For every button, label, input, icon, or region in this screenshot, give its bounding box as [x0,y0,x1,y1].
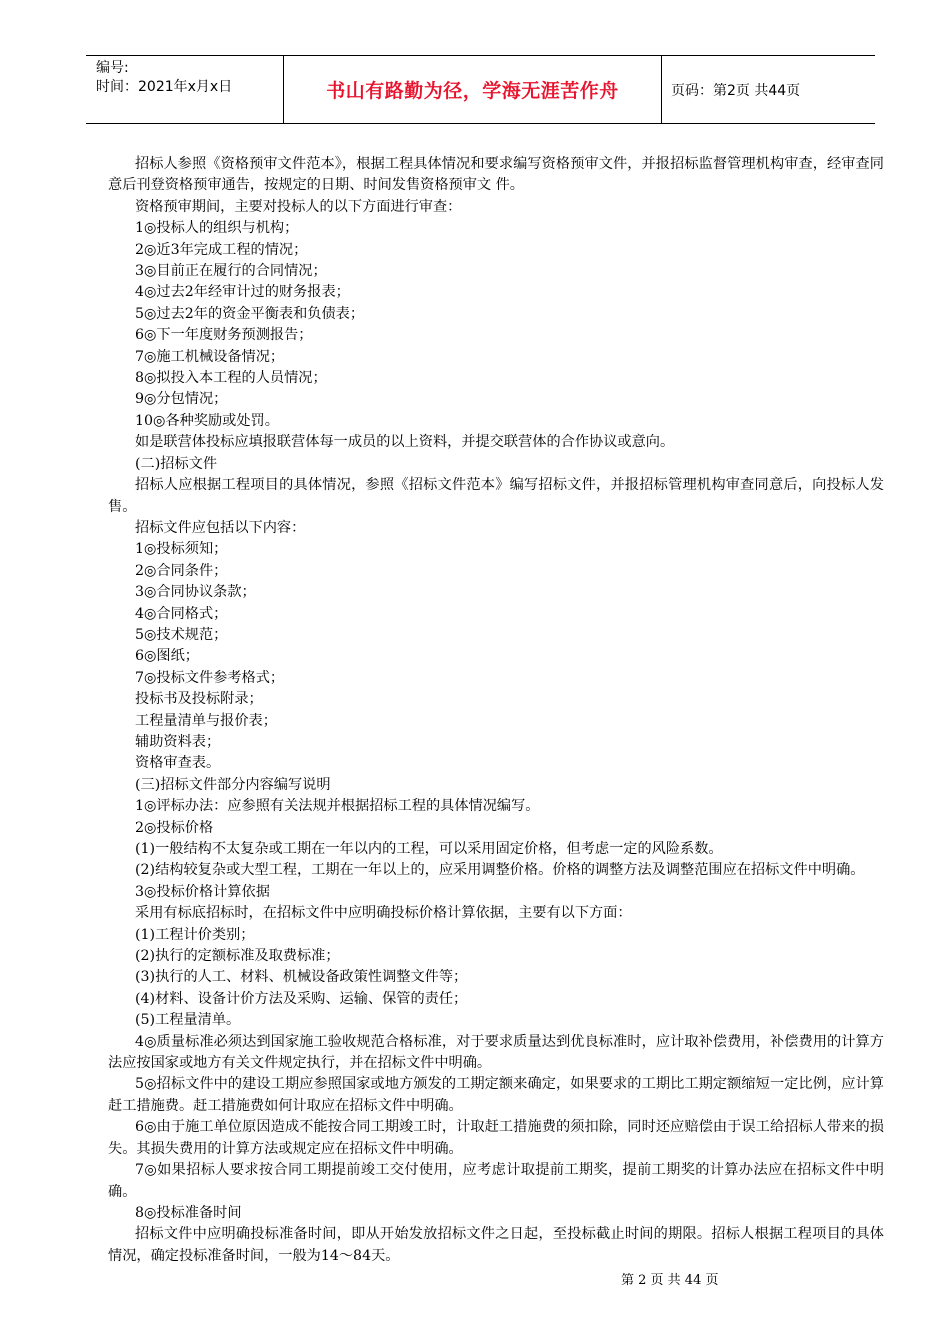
body-paragraph: 3◎目前正在履行的合同情况； [135,263,327,280]
body-paragraph: (5)工程量清单。 [135,1012,241,1029]
body-paragraph: (1)工程计价类别； [135,926,255,943]
body-paragraph: 3◎投标价格计算依据 [135,883,270,900]
body-paragraph: 1◎评标办法：应参照有关法规并根据招标工程的具体情况编写。 [135,798,540,815]
body-paragraph: 招标人应根据工程项目的具体情况，参照《招标文件范本》编写招标文件，并报招标管理机构审查同意后，向投标人发售。 [108,477,884,515]
document-number-label: 编号: [96,60,129,76]
body-paragraph: 招标人参照《资格预审文件范本》，根据工程具体情况和要求编写资格预审文件，并报招标监督管理机构审查，经审查同意后刊登资格预审通告，按规定的日期、时间发售资格预审文 件。 [108,156,884,194]
page-header [86,55,875,124]
body-paragraph: 7◎施工机械设备情况； [135,348,285,365]
body-paragraph: 9◎分包情况； [135,391,228,408]
body-paragraph: 资格审查表。 [135,755,221,772]
body-paragraph: 5◎过去2年的资金平衡表和负债表； [135,305,365,322]
body-paragraph: 5◎招标文件中的建设工期应参照国家或地方颁发的工期定额来确定，如果要求的工期比工期定额缩短一定比例，应计算赶工措施费。赶工措施费如何计取应在招标文件中明确。 [108,1076,884,1114]
header-page-info: 页码：第2页 共44页 [671,82,801,99]
body-paragraph: 5◎技术规范； [135,626,228,643]
body-paragraph: 1◎投标须知； [135,541,228,558]
body-paragraph: 4◎过去2年经审计过的财务报表； [135,284,350,301]
body-paragraph: 3◎合同协议条款； [135,584,256,601]
body-paragraph: 采用有标底招标时，在招标文件中应明确投标价格计算依据，主要有以下方面： [135,905,632,922]
body-paragraph: 2◎近3年完成工程的情况； [135,241,308,258]
body-paragraph: 辅助资料表； [135,733,221,750]
body-paragraph: 如是联营体投标应填报联营体每一成员的以上资料，并提交联营体的合作协议或意向。 [135,434,675,451]
document-date: 时间：2021年x月x日 [96,79,233,95]
body-paragraph: 1◎投标人的组织与机构； [135,220,299,237]
header-meta [96,59,286,97]
body-paragraph: 工程量清单与报价表； [135,712,277,729]
body-paragraph: 8◎拟投入本工程的人员情况； [135,370,327,387]
body-paragraph: (4)材料、设备计价方法及采购、运输、保管的责任； [135,990,468,1007]
body-paragraph: 10◎各种奖励或处罚。 [135,412,279,429]
body-paragraph: 4◎合同格式； [135,605,228,622]
header-motto: 书山有路勤为径，学海无涯苦作舟 [326,80,619,102]
body-paragraph: 资格预审期间，主要对投标人的以下方面进行审查： [135,198,462,215]
body-paragraph: (1)一般结构不太复杂或工期在一年以内的工程，可以采用固定价格，但考虑一定的风险系数。 [135,841,723,857]
body-paragraph: (三)招标文件部分内容编写说明 [135,776,331,793]
body-paragraph: (2)结构较复杂或大型工程，工期在一年以上的，应采用调整价格。价格的调整方法及调整范围应在招标文件中明确。 [135,862,865,879]
body-paragraph: 8◎投标准备时间 [135,1204,242,1221]
body-paragraph: 7◎如果招标人要求按合同工期提前竣工交付使用，应考虑计取提前工期奖，提前工期奖的计算办法应在招标文件中明确。 [108,1162,884,1200]
document-body [108,154,884,1267]
body-paragraph: 投标书及投标附录； [135,691,263,708]
body-paragraph: (3)执行的人工、材料、机械设备政策性调整文件等； [135,969,468,986]
body-paragraph: 2◎合同条件； [135,562,228,579]
body-paragraph: 4◎质量标准必须达到国家施工验收规范合格标准，对于要求质量达到优良标准时，应计取补偿费用，补偿费用的计算方法应按国家或地方有关文件规定执行，并在招标文件中明确。 [108,1033,884,1072]
header-divider [661,56,662,123]
body-paragraph: 6◎图纸； [135,648,199,665]
body-paragraph: 招标文件中应明确投标准备时间，即从开始发放招标文件之日起，至投标截止时间的期限。招标人根据工程项目的具体情况，确定投标准备时间，一般为14～84天。 [108,1226,884,1264]
page-footer: 第 2 页 共 44 页 [621,1273,719,1288]
body-paragraph: 招标文件应包括以下内容： [135,519,306,536]
body-paragraph: 6◎下一年度财务预测报告； [135,327,313,344]
body-paragraph: (2)执行的定额标准及取费标准； [135,948,340,965]
body-paragraph: (二)招标文件 [135,455,218,472]
body-paragraph: 6◎由于施工单位原因造成不能按合同工期竣工时，计取赶工措施费的须扣除，同时还应赔偿由于误工给招标人带来的损失。其损失费用的计算方法或规定应在招标文件中明确。 [108,1119,884,1157]
body-paragraph: 7◎投标文件参考格式； [135,669,285,686]
body-paragraph: 2◎投标价格 [135,819,214,836]
